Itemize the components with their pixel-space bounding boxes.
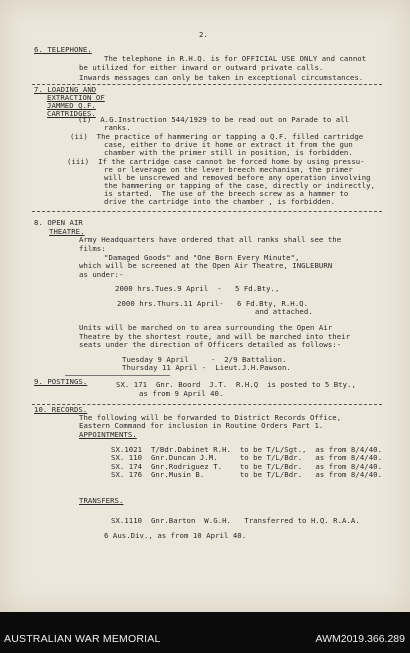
section-8-line: Units will be marched on to area surrounding the Open Air xyxy=(79,323,333,332)
section-divider xyxy=(32,211,382,212)
section-8-line: Army Headquarters have ordered that all ranks shall see the xyxy=(79,235,342,244)
section-8-line: films: xyxy=(79,244,106,253)
section-8-line: seats under the direction of Officers detailed as follows:- xyxy=(79,340,342,349)
section-9-heading: 9. POSTINGS. xyxy=(34,377,88,386)
section-7-item-2: chamber with the primer still in position, is forbidden. xyxy=(104,148,353,157)
section-7-heading: 7. LOADING AND xyxy=(34,85,97,94)
section-8-line: Theatre by the shortest route, and will be marched into their xyxy=(79,332,351,341)
page-number: 2. xyxy=(199,30,208,39)
section-7-heading: CARTRIDGES. xyxy=(47,109,96,118)
screening-row: 2000 hrs.Thurs.11 April- 6 Fd.Bty, R.H.Q. xyxy=(117,299,309,308)
appointment-row: SX. 110 Gnr.Duncan J.M. to be T/L/Bdr. as from 8/4/40. xyxy=(111,453,383,462)
transfer-line: SX.1110 Gnr.Barton W.G.H. Transferred to H.Q. R.A.A. xyxy=(111,516,360,525)
section-8-line: which will be screened at the Open Air Theatre, INGLEBURN xyxy=(79,261,333,270)
section-7-item-3: re or leverage on the lever breech mechanism, the primer xyxy=(104,165,353,174)
section-6-line: Inwards messages can only be taken in exceptional circumstances. xyxy=(79,73,364,82)
transfers-heading: TRANSFERS. xyxy=(79,496,124,505)
section-7-item-2: case, either to drive it home or extract it from the gun xyxy=(104,140,353,149)
section-10-line: Eastern Command for inclusion in Routine Orders Part 1. xyxy=(79,421,324,430)
section-6-heading: 6. TELEPHONE. xyxy=(34,45,92,54)
officer-row: Thursday 11 April - Lieut.J.H.Pawson. xyxy=(122,363,291,372)
screening-row: and attached. xyxy=(255,307,313,316)
section-7-heading: EXTRACTION OF xyxy=(47,93,105,102)
section-7-item-3: the hammering or tapping of the case, directly or indirectly, xyxy=(104,181,376,190)
section-10-line: The following will be forwarded to District Records Office, xyxy=(79,413,342,422)
appointments-heading: APPOINTMENTS. xyxy=(79,430,137,439)
footer-credit: AUSTRALIAN WAR MEMORIAL xyxy=(4,633,161,645)
section-7-heading: JAMMED Q.F. xyxy=(47,101,96,110)
officer-row: Tuesday 9 April - 2/9 Battalion. xyxy=(122,355,287,364)
section-7-item-3: is started. The use of the breech screw as a hammer to xyxy=(104,189,349,198)
appointment-row: SX. 174 Gnr.Rodriguez T. to be T/L/Bdr. as from 8/4/40. xyxy=(111,462,383,471)
section-8-heading: THEATRE. xyxy=(49,227,85,236)
section-divider xyxy=(65,375,170,376)
section-7-item-3: drive the cartridge into the chamber , is forbidden. xyxy=(104,197,336,206)
footer-bar xyxy=(0,612,410,653)
section-7-item-3: (iii) If the cartridge case cannot be forced home by using pressu- xyxy=(67,157,365,166)
section-7-item-1: ranks. xyxy=(104,123,131,132)
transfer-line: 6 Aus.Div., as from 10 April 40. xyxy=(104,531,247,540)
section-10-heading: 10. RECORDS. xyxy=(34,405,88,414)
section-7-item-3: will be unscrewed and removed before any operation involving xyxy=(104,173,371,182)
section-8-line: as under:- xyxy=(79,270,124,279)
section-8-heading: 8. OPEN AIR xyxy=(34,218,83,227)
section-7-item-2: (ii) The practice of hammering or tapping a Q.F. filled cartridge xyxy=(70,132,364,141)
appointment-row: SX.1021 T/Bdr.Dabinet R.H. to be T/L/Sgt., as from 8/4/40. xyxy=(111,445,383,454)
screening-row: 2000 hrs.Tues.9 April - 5 Fd.Bty., xyxy=(115,284,280,293)
posting-line: as from 9 April 40. xyxy=(139,389,224,398)
appointment-row: SX. 176 Gnr.Musin B. to be T/L/Bdr. as from 8/4/40. xyxy=(111,470,383,479)
posting-line: SX. 171 Gnr. Boord J.T. R.H.Q is posted to 5 Bty., xyxy=(116,380,356,389)
section-7-item-1: (i) A.G.Instruction 544/1929 to be read out on Parade to all xyxy=(78,115,350,124)
section-8-line: "Damaged Goods" and "One Born Every Minute", xyxy=(104,253,300,262)
section-6-line: be utilized for either inward or outward private calls. xyxy=(79,63,324,72)
footer-accession-number: AWM2019.366.289 xyxy=(315,633,405,645)
section-6-line: The telephone in R.H.Q. is for OFFICIAL USE ONLY and cannot xyxy=(104,54,367,63)
